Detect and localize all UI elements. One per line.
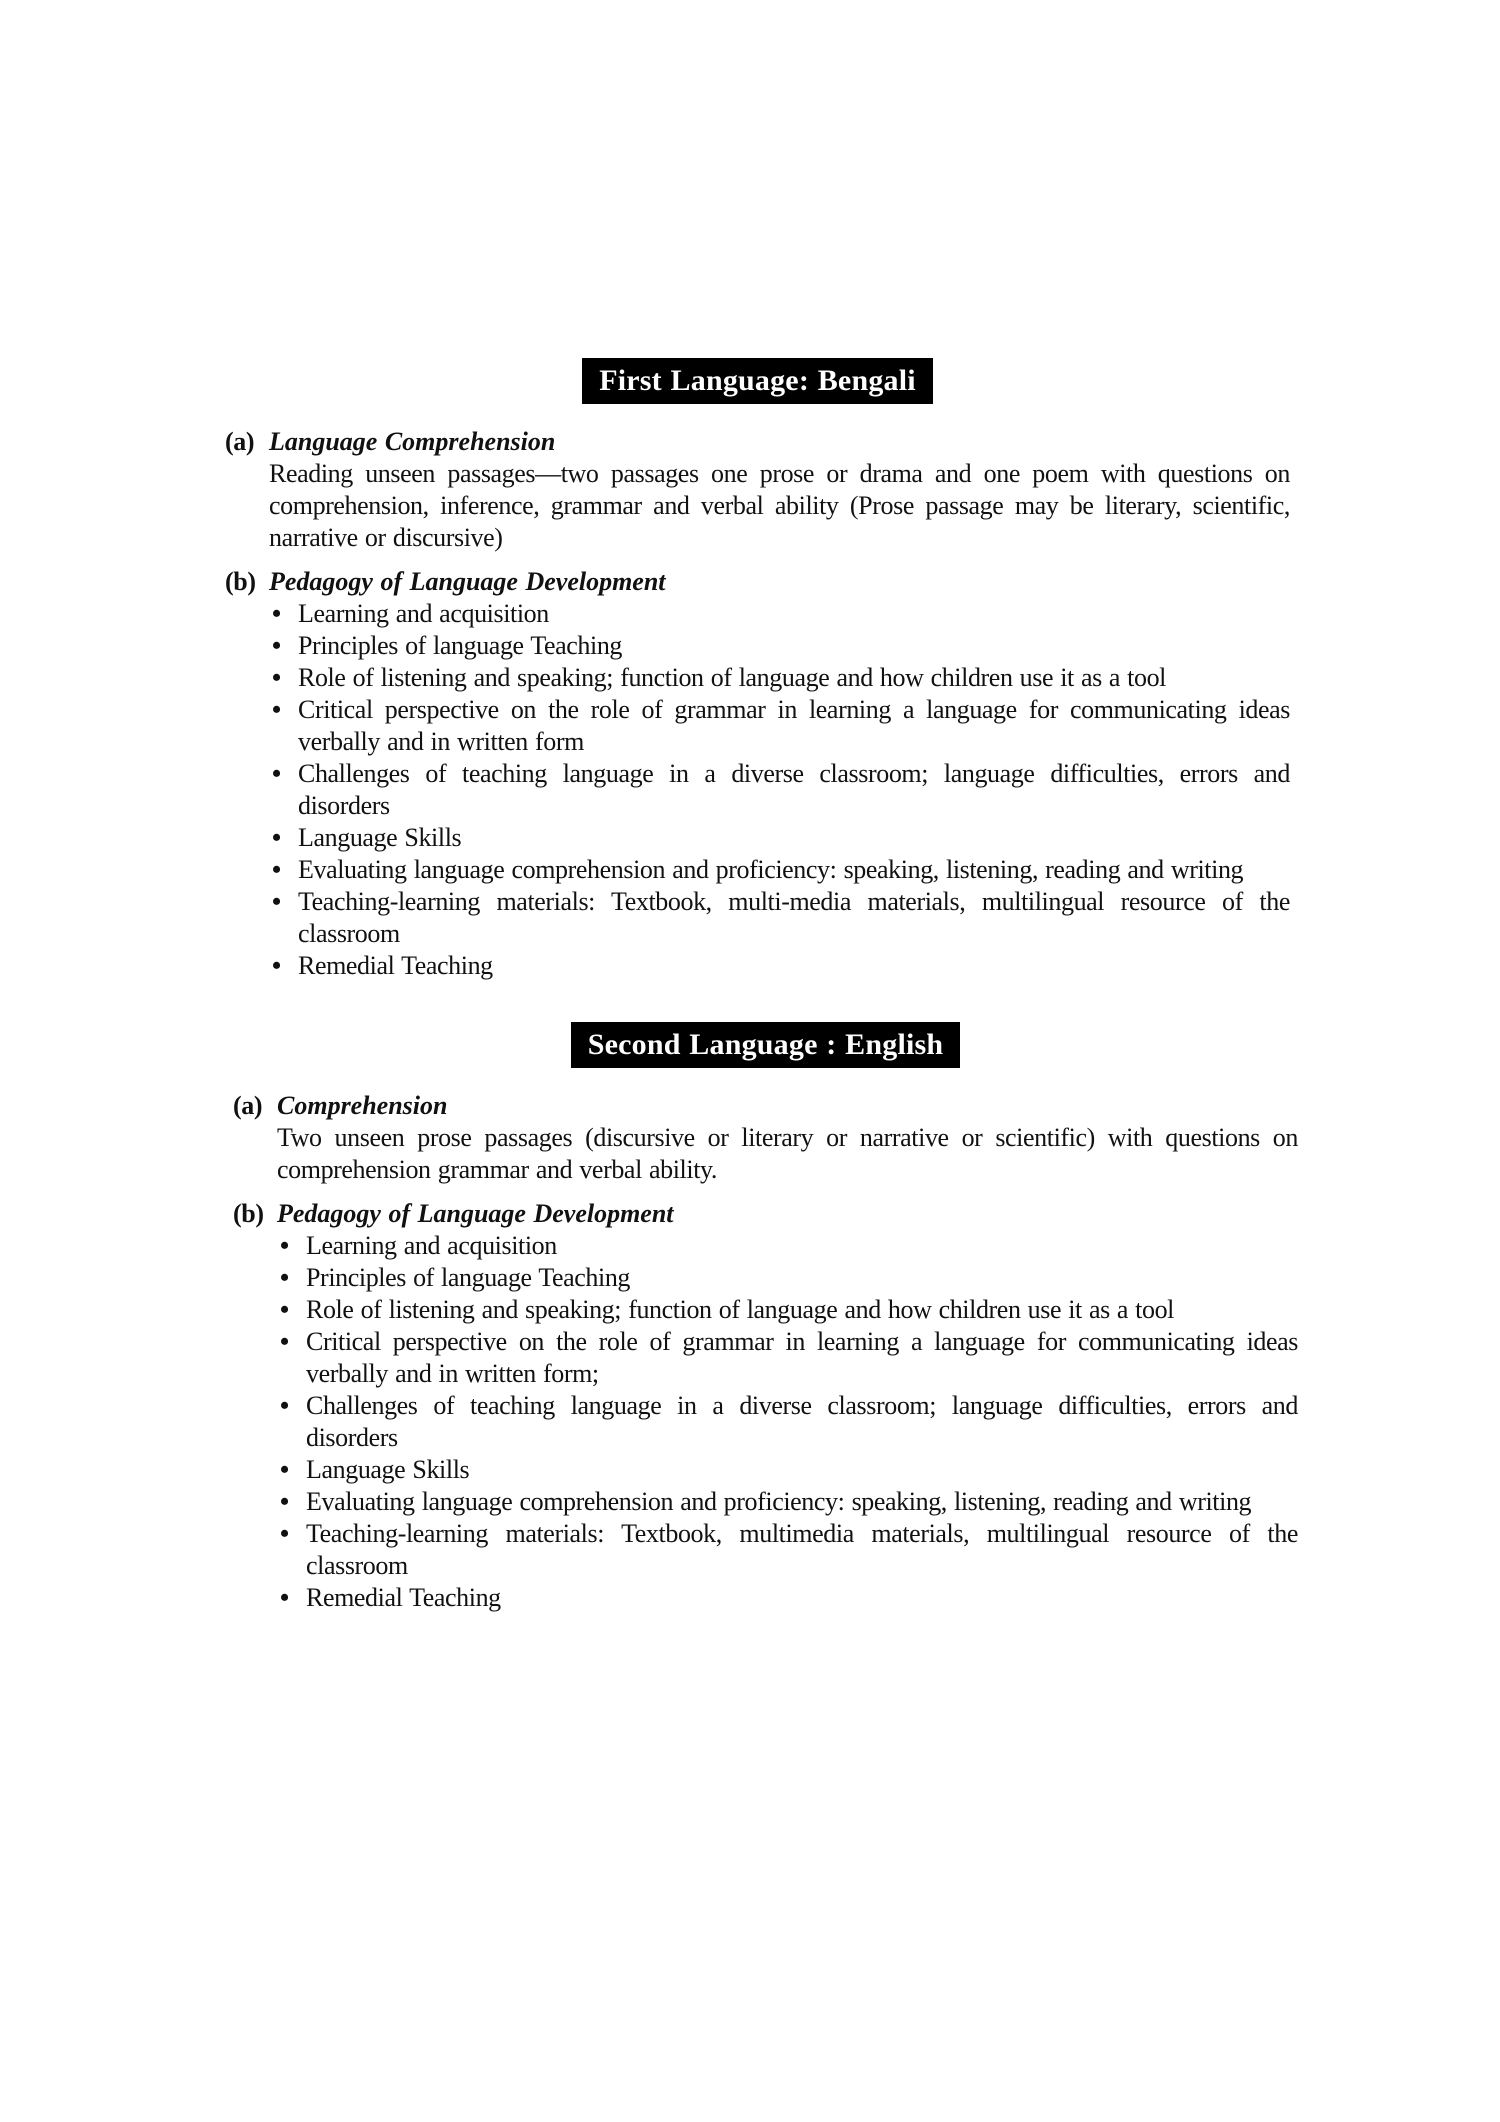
bullet-item: • Teaching-learning materials: Textbook, multi-media materials, multilingual resource of the classroom [269, 886, 1290, 950]
subsection-b [225, 566, 1290, 982]
subsection-label: (b) [233, 1199, 264, 1228]
bullet-item: • Evaluating language comprehension and proficiency: speaking, listening, reading and writing [277, 1486, 1298, 1518]
bullet-item: • Teaching-learning materials: Textbook, multimedia materials, multilingual resource of the classroom [277, 1518, 1298, 1582]
section-first-language-bengali [225, 358, 1290, 982]
subsection-paragraph: Reading unseen passages—two passages one prose or drama and one poem with questions on comprehension, inference, grammar and verbal ability (Prose passage may be literary, scientific, narrative or discursive) [269, 459, 1290, 552]
bullet-item: • Language Skills [269, 822, 1290, 854]
bullet-item: • Critical perspective on the role of grammar in learning a language for communicating ideas verbally and in written form; [277, 1326, 1298, 1390]
subsection-label: (a) [225, 427, 255, 456]
section-header-row [225, 358, 1290, 404]
subsection-b [233, 1198, 1298, 1614]
subsection-label: (b) [225, 567, 256, 596]
bullet-item: • Role of listening and speaking; function of language and how children use it as a tool [277, 1294, 1298, 1326]
bullet-item: • Learning and acquisition [277, 1230, 1298, 1262]
bullet-item: • Learning and acquisition [269, 598, 1290, 630]
subsection-paragraph: Two unseen prose passages (discursive or literary or narrative or scientific) with questions on comprehension grammar and verbal ability. [277, 1123, 1298, 1184]
bullet-list [269, 598, 1290, 982]
bullet-item: • Remedial Teaching [269, 950, 1290, 982]
subsection-title: Pedagogy of Language Development [269, 567, 666, 596]
section-header-bar: First Language: Bengali [582, 358, 933, 404]
bullet-item: • Critical perspective on the role of grammar in learning a language for communicating ideas verbally and in written form [269, 694, 1290, 758]
subsection-title: Language Comprehension [269, 427, 556, 456]
bullet-item: • Language Skills [277, 1454, 1298, 1486]
bullet-item: • Challenges of teaching language in a diverse classroom; language difficulties, errors and disorders [269, 758, 1290, 822]
subsection-a [233, 1090, 1298, 1186]
bullet-item: • Remedial Teaching [277, 1582, 1298, 1614]
subsection-label: (a) [233, 1091, 263, 1120]
bullet-item: • Challenges of teaching language in a diverse classroom; language difficulties, errors and disorders [277, 1390, 1298, 1454]
bullet-item: • Role of listening and speaking; function of language and how children use it as a tool [269, 662, 1290, 694]
subsection-title: Pedagogy of Language Development [277, 1199, 674, 1228]
bullet-item: • Principles of language Teaching [277, 1262, 1298, 1294]
bullet-item: • Evaluating language comprehension and proficiency: speaking, listening, reading and writing [269, 854, 1290, 886]
section-header-bar: Second Language : English [571, 1022, 961, 1068]
section-second-language-english [233, 1022, 1298, 1614]
bullet-item: • Principles of language Teaching [269, 630, 1290, 662]
bullet-list [277, 1230, 1298, 1614]
section-header-row [233, 1022, 1298, 1068]
subsection-a [225, 426, 1290, 554]
subsection-title: Comprehension [277, 1091, 448, 1120]
